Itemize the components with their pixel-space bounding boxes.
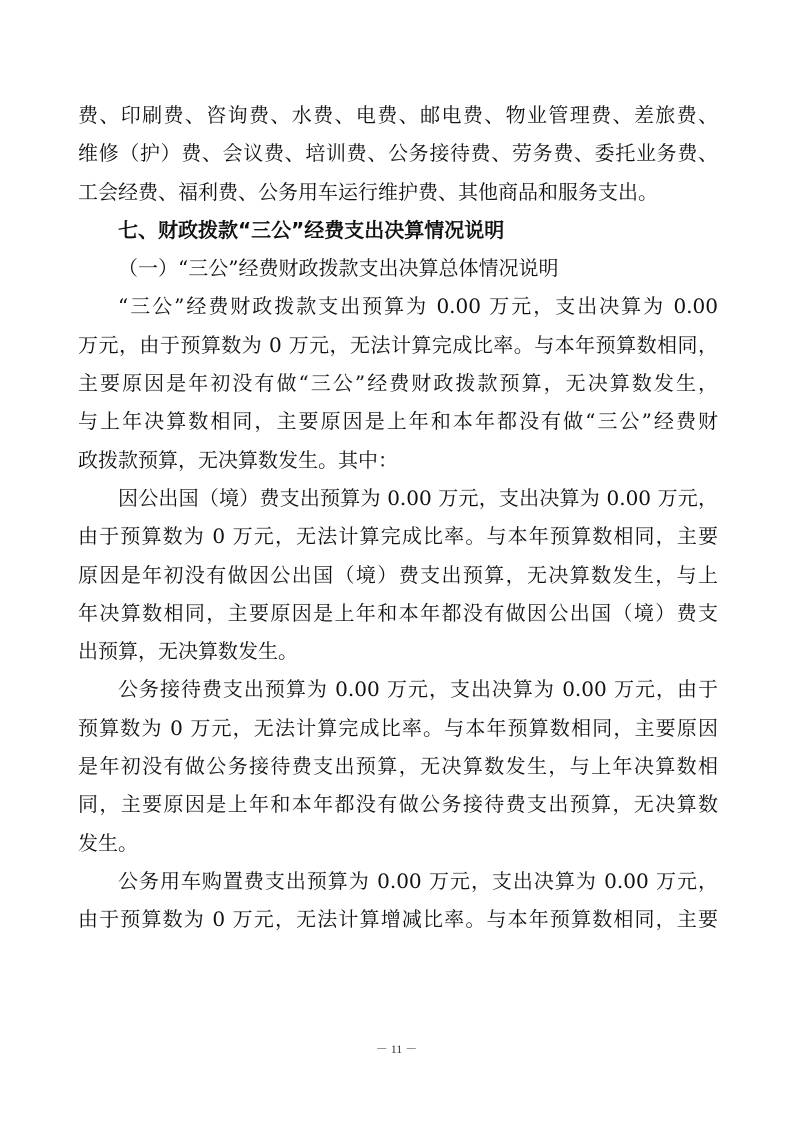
body-text [78,96,718,939]
text-line: 是年初没有做公务接待费支出预算，无决算数发生，与上年决算数相 [78,754,718,779]
text-line: 工会经费、福利费、公务用车运行维护费、其他商品和服务支出。 [78,179,658,204]
text-line: 预算数为 0 万元，无法计算完成比率。与本年预算数相同，主要原因 [78,715,718,740]
text-line: 与上年决算数相同，主要原因是上年和本年都没有做“三公”经费财 [78,409,718,434]
section-heading: 七、财政拨款“三公”经费支出决算情况说明 [118,217,505,242]
text-line: 公务用车购置费支出预算为 0.00 万元，支出决算为 0.00 万元， [118,868,718,893]
text-line: 主要原因是年初没有做“三公”经费财政拨款预算，无决算数发生， [78,371,718,396]
text-line: 出预算，无决算数发生。 [78,639,298,664]
text-line: 万元，由于预算数为 0 万元，无法计算完成比率。与本年预算数相同， [78,332,718,357]
text-line: “三公”经费财政拨款支出预算为 0.00 万元，支出决算为 0.00 [118,294,718,319]
text-line: 政拨款预算，无决算数发生。其中： [78,447,398,472]
text-line: 因公出国（境）费支出预算为 0.00 万元，支出决算为 0.00 万元， [118,485,718,510]
text-line: 由于预算数为 0 万元，无法计算增减比率。与本年预算数相同，主要 [78,907,718,932]
text-line: 同，主要原因是上年和本年都没有做公务接待费支出预算，无决算数 [78,792,718,817]
text-line: 费、印刷费、咨询费、水费、电费、邮电费、物业管理费、差旅费、 [78,103,718,127]
page-number: － 11 － [375,1042,418,1056]
text-line: 原因是年初没有做因公出国（境）费支出预算，无决算数发生，与上 [78,562,718,587]
text-line: 年决算数相同，主要原因是上年和本年都没有做因公出国（境）费支 [78,600,718,625]
text-line: 由于预算数为 0 万元，无法计算完成比率。与本年预算数相同，主要 [78,524,718,549]
text-line: 发生。 [78,830,138,855]
text-line: 公务接待费支出预算为 0.00 万元，支出决算为 0.00 万元，由于 [118,677,718,702]
subsection-heading: （一）“三公”经费财政拨款支出决算总体情况说明 [118,256,559,281]
text-line: 维修（护）费、会议费、培训费、公务接待费、劳务费、委托业务费、 [78,141,718,166]
